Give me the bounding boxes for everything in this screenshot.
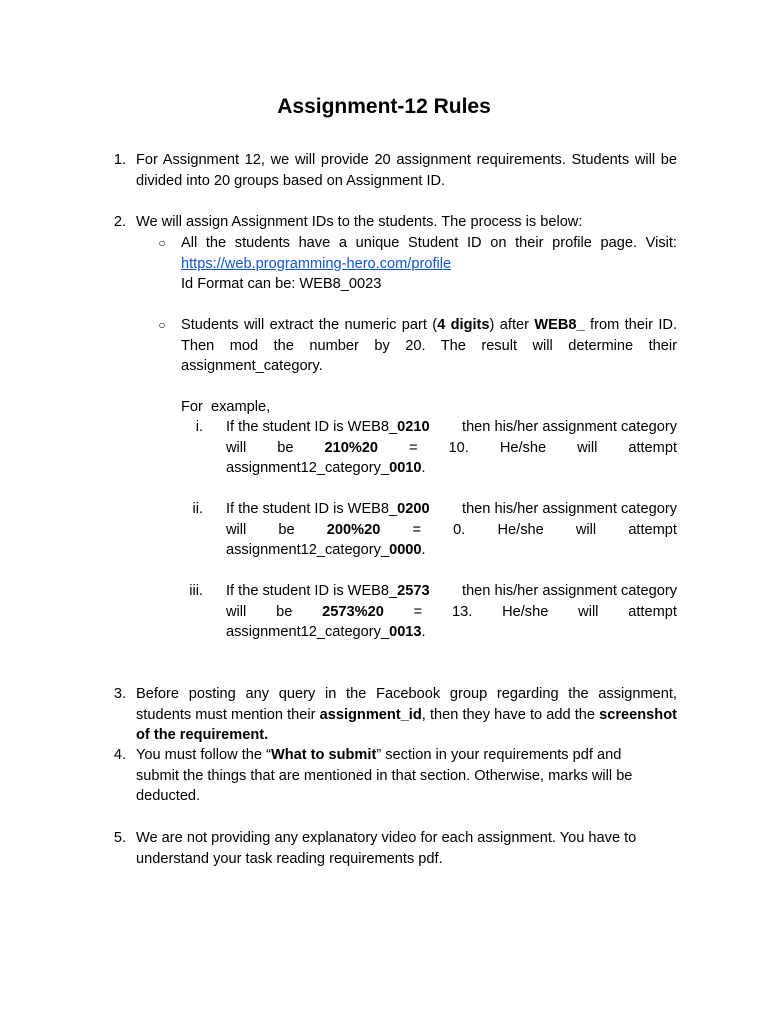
- bullet-text-part: from their ID. Then mod the number by 20. The result will determine their assignment_category.: [181, 317, 678, 374]
- bullet-icon: ○: [158, 236, 166, 250]
- item-text-part: ” section in your requirements pdf and: [376, 747, 622, 763]
- example-result: 10: [448, 439, 465, 456]
- item-text: For Assignment 12, we will provide 20 assignment requirements. Students will be divided into 20 groups based on Assignment ID.: [136, 152, 677, 189]
- example-item-2: If the student ID is WEB8_0200 then his/her assignment category will be 200%20 = 0. He/she will attempt assignment12_category_0000.: [226, 501, 677, 558]
- example-id: 0200: [397, 501, 430, 517]
- item-text-part: submit the things that are mentioned in that section. Otherwise, marks will be: [136, 767, 633, 784]
- example-category: assignment12_category_: [226, 542, 390, 558]
- example-id: 0210: [397, 419, 430, 435]
- bullet-icon: ○: [158, 318, 166, 332]
- example-item-1: If the student ID is WEB8_0210 then his/her assignment category will be 210%20 = 10. He/she will attempt assignment12_category_0010.: [226, 419, 677, 476]
- item-number: 1.: [113, 152, 126, 168]
- bullet-text-part: ) after: [489, 317, 535, 333]
- bold-screenshot: screenshot of the requirement.: [136, 706, 677, 743]
- example-result: 0: [453, 521, 462, 538]
- example-text: then his/her assignment category: [462, 583, 677, 599]
- example-result: 13: [451, 603, 469, 620]
- example-category-code: 0010: [389, 460, 422, 476]
- example-id: 2573: [397, 583, 430, 599]
- bold-assignment-id: assignment_id: [319, 706, 422, 723]
- bullet-text: All the students have a unique Student ID on their profile page. Visit:: [181, 235, 677, 251]
- example-intro: For example,: [181, 399, 271, 415]
- item-text-part: , then they have to add the: [421, 706, 600, 723]
- bold-what-to-submit: What to submit: [270, 747, 377, 763]
- item-text-part: Before posting any query in the Facebook group regarding the assignment, students must mention their: [136, 686, 677, 723]
- example-text: If the student ID is WEB8_: [226, 501, 398, 517]
- item-text-part: understand your task reading requirements pdf.: [136, 850, 443, 867]
- example-text: then his/her assignment category: [462, 501, 677, 517]
- bullet-item-extract: [181, 315, 677, 377]
- item-number: 4.: [113, 747, 126, 763]
- example-text: If the student ID is WEB8_: [226, 419, 398, 435]
- item-text: [136, 828, 677, 869]
- example-calc: 200%20: [326, 521, 381, 538]
- example-text: then his/her assignment category: [462, 419, 677, 435]
- item-text: We will assign Assignment IDs to the students. The process is below:: [136, 214, 583, 230]
- roman-numeral: iii.: [189, 583, 203, 599]
- item-text-part: deducted.: [136, 788, 201, 804]
- item-number: 2.: [113, 214, 126, 230]
- bullet-item-profile: [181, 233, 677, 295]
- example-text: If the student ID is WEB8_: [226, 583, 398, 599]
- item-number: 5.: [113, 830, 126, 846]
- roman-numeral: i.: [195, 419, 203, 435]
- bold-digits: 4 digits: [437, 317, 490, 333]
- item-number: 3.: [113, 686, 126, 702]
- item-text-part: We are not providing any explanatory video for each assignment. You have to: [136, 830, 637, 846]
- example-category: assignment12_category_: [226, 460, 390, 476]
- item-text: [136, 684, 677, 746]
- example-calc: 210%20: [324, 439, 379, 456]
- profile-link[interactable]: https://web.programming-hero.com/profile: [181, 255, 452, 272]
- id-format-note: Id Format can be: WEB8_0023: [181, 276, 382, 292]
- item-text-part: You must follow the “: [136, 747, 271, 763]
- example-category-code: 0000: [389, 542, 422, 558]
- bold-prefix: WEB8_: [534, 317, 585, 333]
- example-calc: 2573%20: [322, 603, 384, 620]
- example-category-code: 0013: [389, 624, 422, 640]
- item-text: [136, 745, 677, 807]
- example-item-3: If the student ID is WEB8_2573 then his/her assignment category will be 2573%20 = 13. He/she will attempt assignment12_category_0013.: [226, 583, 677, 640]
- bullet-text-part: Students will extract the numeric part (: [181, 317, 438, 333]
- page-title: Assignment-12 Rules: [277, 95, 491, 118]
- example-category: assignment12_category_: [226, 624, 390, 640]
- roman-numeral: ii.: [192, 501, 203, 517]
